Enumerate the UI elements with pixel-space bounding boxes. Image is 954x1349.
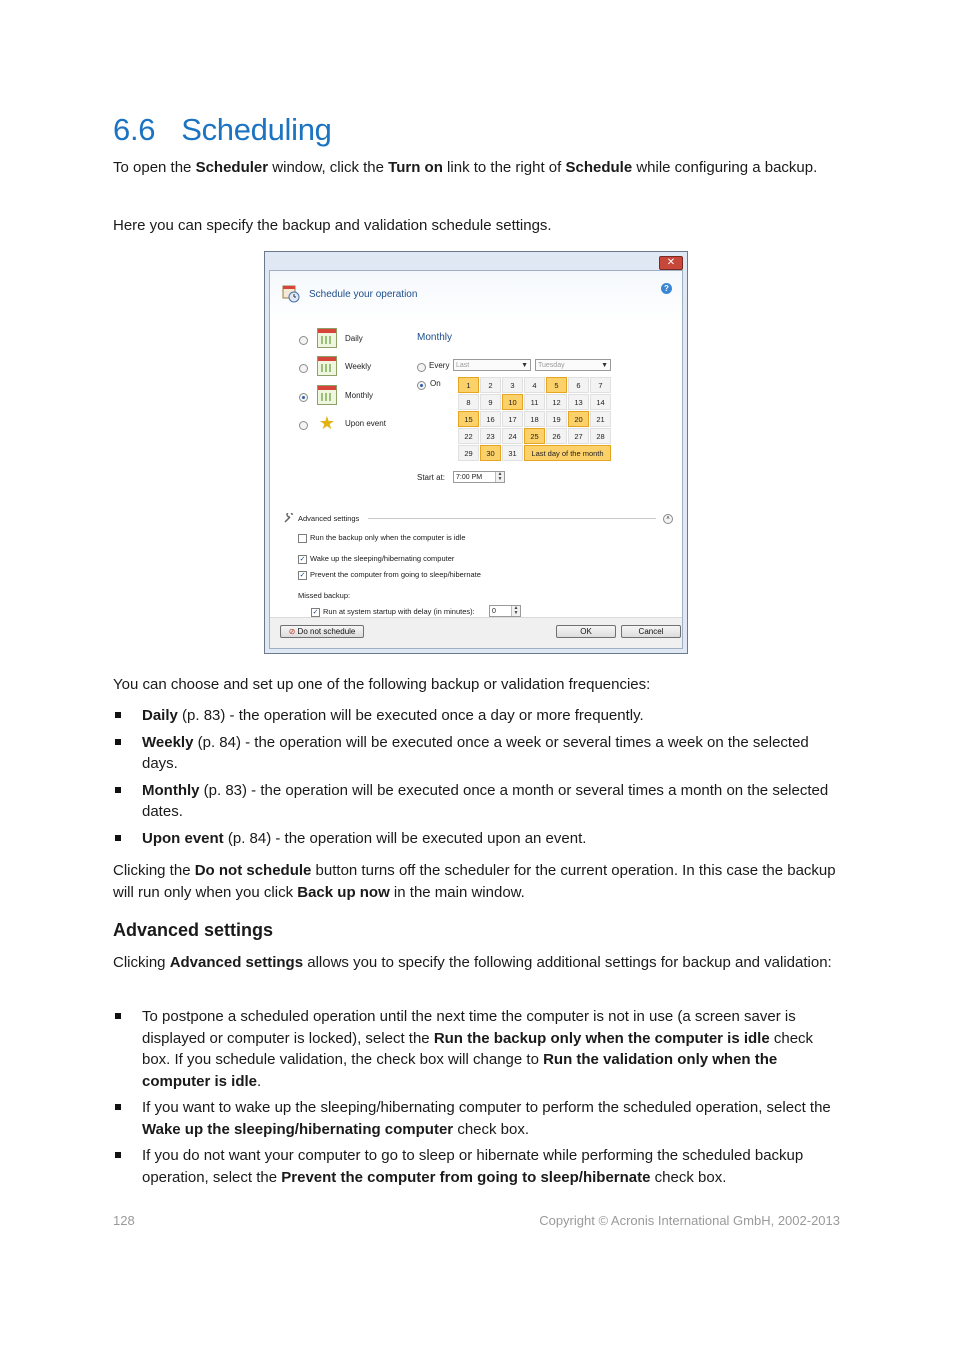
calendar-day[interactable]: 17 (502, 411, 523, 427)
dialog-title: Schedule your operation (309, 289, 418, 300)
chevron-down-icon: ▼ (521, 362, 528, 369)
page-number: 128 (113, 1213, 135, 1228)
calendar-day[interactable]: 27 (568, 428, 589, 444)
radio-daily[interactable] (299, 336, 308, 345)
advanced-settings-heading: Advanced settings (113, 920, 274, 940)
wrench-icon (284, 513, 294, 523)
start-time-input[interactable]: 7:00 PM ▲ ▼ (453, 471, 505, 483)
radio-monthly[interactable] (299, 393, 308, 402)
missed-backup-label: Missed backup: (298, 591, 351, 600)
every-label: Every (429, 361, 450, 370)
cancel-button[interactable]: Cancel (621, 625, 681, 638)
spin-arrows-icon[interactable]: ▲ ▼ (495, 472, 504, 482)
freq-label-upon-event[interactable]: Upon event (345, 419, 386, 428)
calendar-day[interactable]: 28 (590, 428, 611, 444)
list-item: Monthly (p. 83) - the operation will be executed once a month or several times a month on the selected dates. (113, 780, 841, 823)
section-heading (113, 112, 332, 148)
calendar-day[interactable]: 16 (480, 411, 501, 427)
list-item: Upon event (p. 84) - the operation will be executed upon an event. (113, 828, 841, 850)
list-item: To postpone a scheduled operation until the next time the computer is not in use (a screen saver is displayed or computer is locked), select the Run the backup only when the computer is idle check box. If you schedule validation, the check box will change to Run the validation only when the computer is idle. (113, 1006, 841, 1092)
section-title: Scheduling (181, 112, 332, 147)
radio-on[interactable] (417, 381, 426, 390)
radio-upon-event[interactable] (299, 421, 308, 430)
idle-checkbox[interactable] (298, 534, 307, 543)
calendar-day[interactable]: 15 (458, 411, 479, 427)
freq-link[interactable]: Weekly (142, 733, 194, 751)
freq-label-weekly[interactable]: Weekly (345, 362, 372, 371)
calendar-day[interactable]: 30 (480, 445, 501, 461)
calendar-day[interactable]: 14 (590, 394, 611, 410)
calendar-day[interactable]: 29 (458, 445, 479, 461)
intro-paragraph-2: Here you can specify the backup and validation schedule settings. (113, 217, 552, 234)
do-not-schedule-paragraph: Clicking the Do not schedule button turns off the scheduler for the current operation. In this case the backup will run only when you click Back up now in the main window. (113, 862, 836, 901)
startup-delay-label: Run at system startup with delay (in minutes): (323, 607, 475, 616)
chevron-down-icon: ▼ (601, 362, 608, 369)
calendar-day[interactable]: 13 (568, 394, 589, 410)
bullet-square-icon (115, 1013, 121, 1019)
freq-label-daily[interactable]: Daily (345, 334, 363, 343)
weekly-calendar-icon (317, 356, 337, 376)
calendar-day[interactable]: 19 (546, 411, 567, 427)
freq-link[interactable]: Daily (142, 707, 178, 724)
freq-link[interactable]: Upon event (142, 829, 224, 847)
prevent-sleep-label: Prevent the computer from going to sleep/hibernate (310, 570, 481, 579)
bullet-square-icon (115, 739, 121, 745)
choose-paragraph: You can choose and set up one of the following backup or validation frequencies: (113, 676, 651, 693)
calendar-day[interactable]: 2 (480, 377, 501, 393)
section-number: 6.6 (113, 112, 156, 147)
dialog-header (270, 271, 682, 323)
bullet-square-icon (115, 835, 121, 841)
monthly-calendar-icon (317, 385, 337, 405)
list-item: Daily (p. 83) - the operation will be executed once a day or more frequently. (113, 705, 841, 727)
freq-link[interactable]: Monthly (142, 781, 200, 799)
advanced-divider (368, 518, 656, 519)
advanced-intro-paragraph: Clicking Advanced settings allows you to specify the following additional settings for backup and validation: (113, 954, 832, 971)
do-not-schedule-button[interactable]: ⊘ Do not schedule (280, 625, 364, 638)
calendar-day[interactable]: 9 (480, 394, 501, 410)
calendar-day[interactable]: 5 (546, 377, 567, 393)
advanced-list (113, 1006, 841, 1188)
calendar-day[interactable]: 20 (568, 411, 589, 427)
list-item: Weekly (p. 84) - the operation will be executed once a week or several times a week on the selected days. (113, 732, 841, 775)
radio-weekly[interactable] (299, 364, 308, 373)
ok-button[interactable]: OK (556, 625, 616, 638)
calendar-day[interactable]: 26 (546, 428, 567, 444)
bullet-square-icon (115, 712, 121, 718)
calendar-day[interactable]: 6 (568, 377, 589, 393)
bullet-square-icon (115, 1152, 121, 1158)
wake-checkbox[interactable]: ✓ (299, 556, 306, 563)
wake-label: Wake up the sleeping/hibernating computer (310, 554, 455, 563)
scheduler-clock-icon (282, 283, 300, 303)
list-item: If you do not want your computer to go to sleep or hibernate while performing the scheduled backup operation, select the Prevent the computer from going to sleep/hibernate check box. (113, 1145, 841, 1188)
advanced-settings-link[interactable]: Advanced settings (298, 514, 360, 523)
calendar-day[interactable]: 12 (546, 394, 567, 410)
start-label: Start at: (417, 473, 446, 482)
dialog-footer (270, 617, 682, 648)
startup-delay-checkbox[interactable]: ✓ (312, 609, 319, 616)
on-label: On (430, 379, 441, 388)
radio-every[interactable] (417, 363, 426, 372)
collapse-icon[interactable]: ˄ (663, 514, 673, 524)
calendar-day[interactable]: 11 (524, 394, 545, 410)
daily-calendar-icon (317, 328, 337, 348)
calendar-day[interactable]: 24 (502, 428, 523, 444)
freq-label-monthly[interactable]: Monthly (345, 391, 374, 400)
bullet-square-icon (115, 787, 121, 793)
calendar-day[interactable]: 22 (458, 428, 479, 444)
list-item: If you want to wake up the sleeping/hibernating computer to perform the scheduled operation, select the Wake up the sleeping/hibernating computer check box. (113, 1097, 841, 1140)
calendar-day[interactable]: 21 (590, 411, 611, 427)
copyright: Copyright © Acronis International GmbH, 2002-2013 (539, 1213, 840, 1228)
spin-arrows-icon[interactable]: ▲ ▼ (511, 606, 520, 616)
dialog-body (269, 270, 683, 649)
prevent-sleep-checkbox[interactable]: ✓ (299, 572, 306, 579)
intro-paragraph: To open the Scheduler window, click the Turn on link to the right of Schedule while configuring a backup. (113, 159, 818, 176)
event-star-icon: ★ (318, 413, 336, 433)
close-icon[interactable]: ✕ (659, 256, 683, 270)
calendar-day[interactable]: 8 (458, 394, 479, 410)
frequency-list (113, 705, 841, 849)
calendar-day[interactable]: 23 (480, 428, 501, 444)
calendar-day[interactable]: 18 (524, 411, 545, 427)
every-weekday-select[interactable]: Tuesday ▼ (535, 359, 611, 371)
calendar-day[interactable]: 7 (590, 377, 611, 393)
calendar-day[interactable]: 3 (502, 377, 523, 393)
calendar-day[interactable]: 31 (502, 445, 523, 461)
no-schedule-icon: ⊘ (288, 627, 296, 636)
calendar-day[interactable]: 10 (502, 394, 523, 410)
calendar-day[interactable]: 1 (458, 377, 479, 393)
every-ordinal-select[interactable]: Last ▼ (453, 359, 531, 371)
calendar-day[interactable]: 4 (524, 377, 545, 393)
startup-delay-input[interactable]: 0 ▲ ▼ (489, 605, 521, 617)
help-icon[interactable]: ? (661, 283, 672, 294)
scheduler-dialog-screenshot (264, 251, 688, 654)
idle-label: Run the backup only when the computer is idle (310, 533, 466, 542)
bullet-square-icon (115, 1104, 121, 1110)
calendar-day[interactable]: 25 (524, 428, 545, 444)
panel-title: Monthly (417, 332, 453, 343)
last-day-of-month-cell[interactable]: Last day of the month (524, 445, 611, 461)
